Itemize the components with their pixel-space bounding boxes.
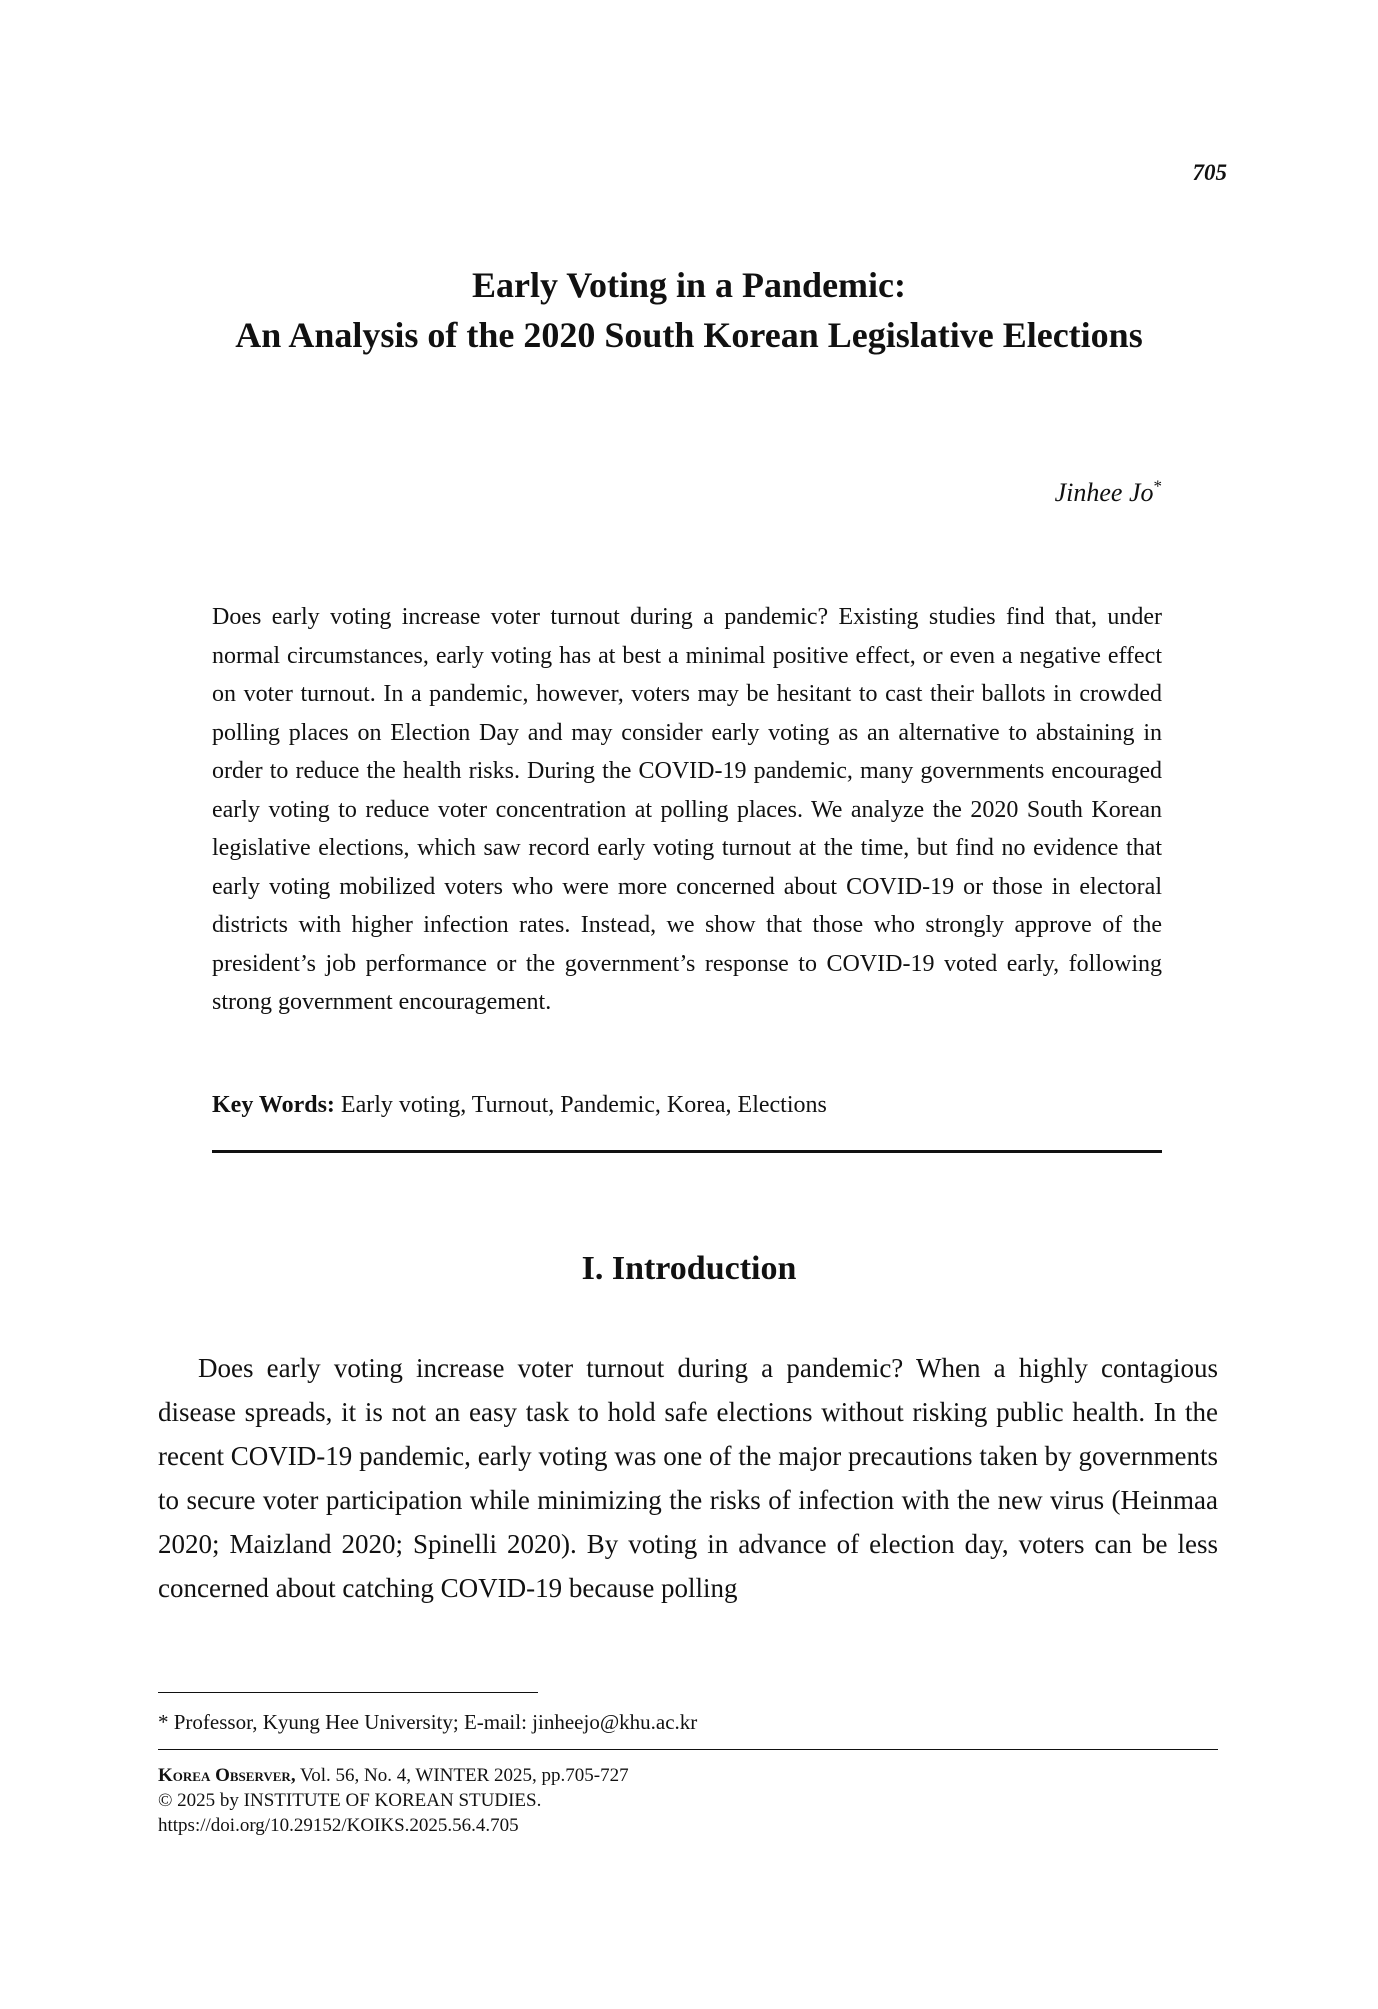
journal-footer	[158, 1763, 1218, 1838]
journal-name: Korea Observer,	[158, 1765, 296, 1786]
footer-divider	[158, 1749, 1218, 1750]
author-footnote-marker: *	[1153, 476, 1162, 496]
footnote: * Professor, Kyung Hee University; E-mail: jinheejo@khu.ac.kr	[158, 1710, 698, 1734]
citation-line	[158, 1763, 1218, 1788]
author-name: Jinhee Jo	[1054, 478, 1154, 507]
footnote-divider	[158, 1692, 538, 1693]
body-paragraph: Does early voting increase voter turnout during a pandemic? When a highly contagious disease spreads, it is not an easy task to hold safe elections without risking public health. In the recent COVID-19 pandemic, early voting was one of the major precautions taken by governments to secure voter participation while minimizing the risks of infection with the new virus (Heinmaa 2020; Maizland 2020; Spinelli 2020). By voting in advance of election day, voters can be less concerned about catching COVID-19 because polling	[158, 1353, 1218, 1603]
keywords-label: Key Words:	[212, 1092, 335, 1118]
author-line	[900, 478, 1162, 508]
keywords-text: Early voting, Turnout, Pandemic, Korea, Elections	[340, 1092, 827, 1118]
paper-title: Early Voting in a Pandemic:	[471, 265, 907, 305]
abstract: Does early voting increase voter turnout during a pandemic? Existing studies find that, under normal circumstances, early voting has at best a minimal positive effect, or even a negative effect on voter turnout. In a pandemic, however, voters may be hesitant to cast their ballots in crowded polling places on Election Day and may consider early voting as an alternative to abstaining in order to reduce the health risks. During the COVID-19 pandemic, many governments encouraged early voting to reduce voter concentration at polling places. We analyze the 2020 South Korean legislative elections, which saw record early voting turnout at the time, but find no evidence that early voting mobilized voters who were more concerned about COVID-19 or those in electoral districts with higher infection rates. Instead, we show that those who strongly approve of the president’s job performance or the government’s response to COVID-19 voted early, following strong government encouragement.	[212, 604, 1162, 1015]
copyright-line: © 2025 by INSTITUTE OF KOREAN STUDIES.	[158, 1790, 542, 1811]
title-block	[160, 262, 1218, 358]
paper-subtitle: An Analysis of the 2020 South Korean Legislative Elections	[235, 315, 1143, 355]
section-heading: I. Introduction	[581, 1250, 797, 1287]
doi-link[interactable]: https://doi.org/10.29152/KOIKS.2025.56.4.705	[158, 1815, 519, 1836]
keywords	[212, 1088, 1162, 1122]
page-number: 705	[1192, 160, 1227, 185]
abstract-divider	[212, 1150, 1162, 1153]
journal-citation: Vol. 56, No. 4, WINTER 2025, pp.705-727	[295, 1765, 629, 1786]
